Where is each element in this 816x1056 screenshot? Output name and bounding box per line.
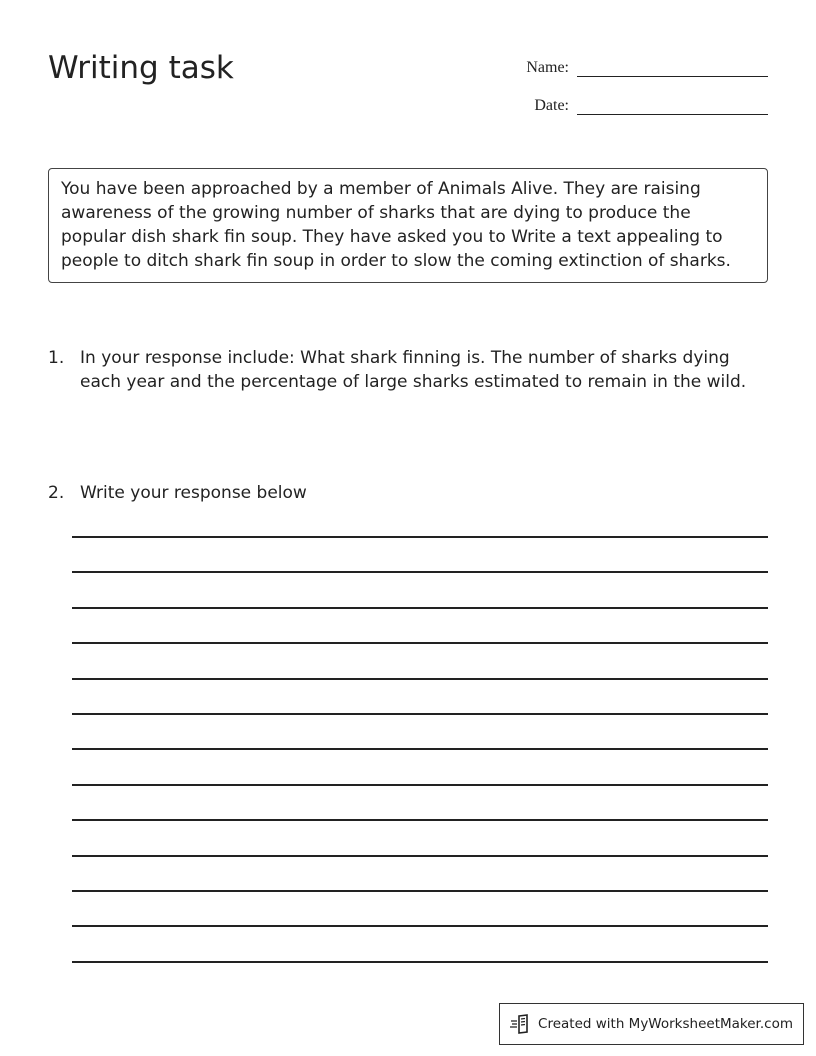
question-text: In your response include: What shark finning is. The number of sharks dying each year and the percentage of large sharks estimated to remain in the wild.: [80, 348, 747, 392]
worksheet-logo-icon: [510, 1014, 532, 1034]
footer-text: Created with MyWorksheetMaker.com: [538, 1016, 793, 1032]
footer-credit: [499, 1003, 804, 1045]
date-label: Date:: [534, 97, 569, 114]
response-line: [72, 925, 768, 927]
response-line: [72, 571, 768, 573]
question-number: 2.: [48, 483, 65, 503]
response-line: [72, 678, 768, 680]
response-line: [72, 961, 768, 963]
date-field: [513, 92, 768, 115]
name-line: [577, 54, 768, 77]
date-line: [577, 92, 768, 115]
response-line: [72, 713, 768, 715]
response-line: [72, 536, 768, 538]
question-number: 1.: [48, 348, 65, 368]
question-1: [48, 346, 768, 394]
response-line: [72, 855, 768, 857]
response-line: [72, 642, 768, 644]
response-line: [72, 784, 768, 786]
name-label: Name:: [526, 59, 569, 76]
question-2: [48, 481, 768, 505]
question-text: Write your response below: [80, 483, 307, 503]
response-line: [72, 607, 768, 609]
response-line: [72, 819, 768, 821]
name-field: [513, 54, 768, 77]
response-line: [72, 890, 768, 892]
response-line: [72, 748, 768, 750]
worksheet-title: Writing task: [48, 50, 234, 86]
prompt-box: You have been approached by a member of Animals Alive. They are raising awareness of the growing number of sharks that are dying to produce the popular dish shark fin soup. They have asked you to Write a text appealing to people to ditch shark fin soup in order to slow the coming extinction of sharks.: [48, 168, 768, 283]
